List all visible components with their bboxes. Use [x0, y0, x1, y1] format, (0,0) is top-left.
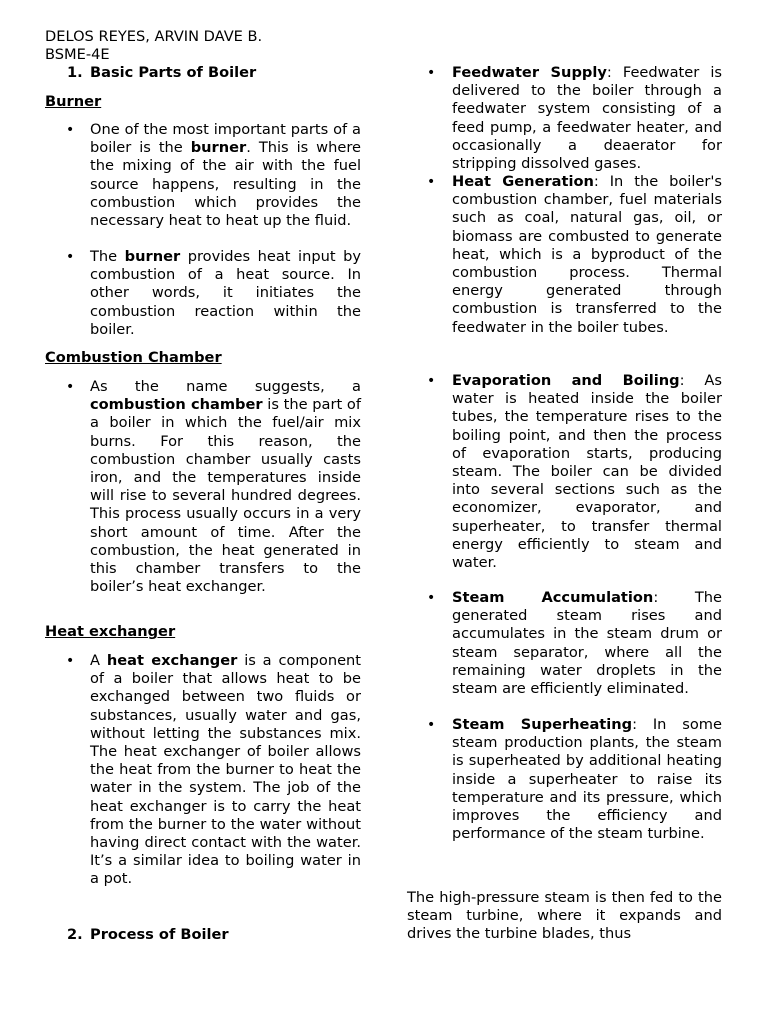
section-1-number: 1.	[67, 64, 83, 81]
burner-bullet-2: The burner provides heat input by combustion of a heat source. In other words, it initiates the combustion reaction within the boiler.	[90, 248, 361, 338]
heat-generation-item: Heat Generation: In the boiler's combustion chamber, fuel materials such as coal, natural gas, oil, or biomass are combusted to generate heat, which is a byproduct of the combustion process. Thermal energy generated through combustion is transferred to the feedwater in the boiler tubes.	[452, 173, 722, 336]
bullet-icon: •	[427, 174, 436, 190]
bullet-icon: •	[66, 122, 75, 138]
bullet-icon: •	[427, 717, 436, 733]
bullet-icon: •	[66, 249, 75, 265]
section-2-title: Process of Boiler	[90, 926, 229, 943]
bullet-icon: •	[427, 590, 436, 606]
course-code: BSME-4E	[45, 46, 110, 63]
author-name: DELOS REYES, ARVIN DAVE B.	[45, 28, 263, 45]
closing-paragraph: The high-pressure steam is then fed to the steam turbine, where it expands and drives the turbine blades, thus	[407, 889, 722, 943]
burner-heading: Burner	[45, 93, 102, 110]
bullet-icon: •	[427, 373, 436, 389]
combustion-bullet-1: As the name suggests, a combustion chamber is the part of a boiler in which the fuel/air mix burns. For this reason, the combustion chamber usually casts iron, and the temperatures inside will rise to several hundred degrees. This process usually occurs in a very short amount of time. After the combustion, the heat generated in this chamber transfers to the boiler’s heat exchanger.	[90, 378, 361, 596]
steam-accumulation-item: Steam Accumulation: The generated steam rises and accumulates in the steam drum or steam separator, where all the remaining water droplets in the steam are efficiently eliminated.	[452, 589, 722, 698]
burner-bullet-1: One of the most important parts of a boiler is the burner. This is where the mixing of the air with the fuel source happens, resulting in the combustion which provides the necessary heat to heat up the fluid.	[90, 121, 362, 230]
bullet-icon: •	[66, 653, 75, 669]
bullet-icon: •	[66, 379, 75, 395]
heat-exchanger-bullet-1: A heat exchanger is a component of a boiler that allows heat to be exchanged between two fluids or substances, usually water and gas, without letting the substances mix. The heat exchanger of boiler allows the heat from the burner to heat the water in the system. The job of the heat exchanger is to carry the heat from the burner to the water without having direct contact with the water. It’s a similar idea to boiling water in a pot.	[90, 652, 362, 888]
evaporation-boiling-item: Evaporation and Boiling: As water is heated inside the boiler tubes, the temperature rises to the boiling point, and then the process of evaporation starts, producing steam. The boiler can be divided into several sections such as the economizer, evaporator, and superheater, to transfer thermal energy efficiently to steam and water.	[452, 372, 722, 572]
feedwater-supply-item: Feedwater Supply: Feedwater is delivered to the boiler through a feedwater system consisting of a feed pump, a feedwater heater, and occasionally a deaerator for stripping dissolved gases.	[452, 64, 722, 173]
section-1-title: Basic Parts of Boiler	[90, 64, 257, 81]
heat-exchanger-heading: Heat exchanger	[45, 623, 176, 640]
bullet-icon: •	[427, 65, 436, 81]
steam-superheating-item: Steam Superheating: In some steam production plants, the steam is superheated by additional heating inside a superheater to raise its temperature and its pressure, which improves the efficiency and performance of the steam turbine.	[452, 716, 722, 843]
combustion-chamber-heading: Combustion Chamber	[45, 349, 222, 366]
section-2-number: 2.	[67, 926, 83, 943]
